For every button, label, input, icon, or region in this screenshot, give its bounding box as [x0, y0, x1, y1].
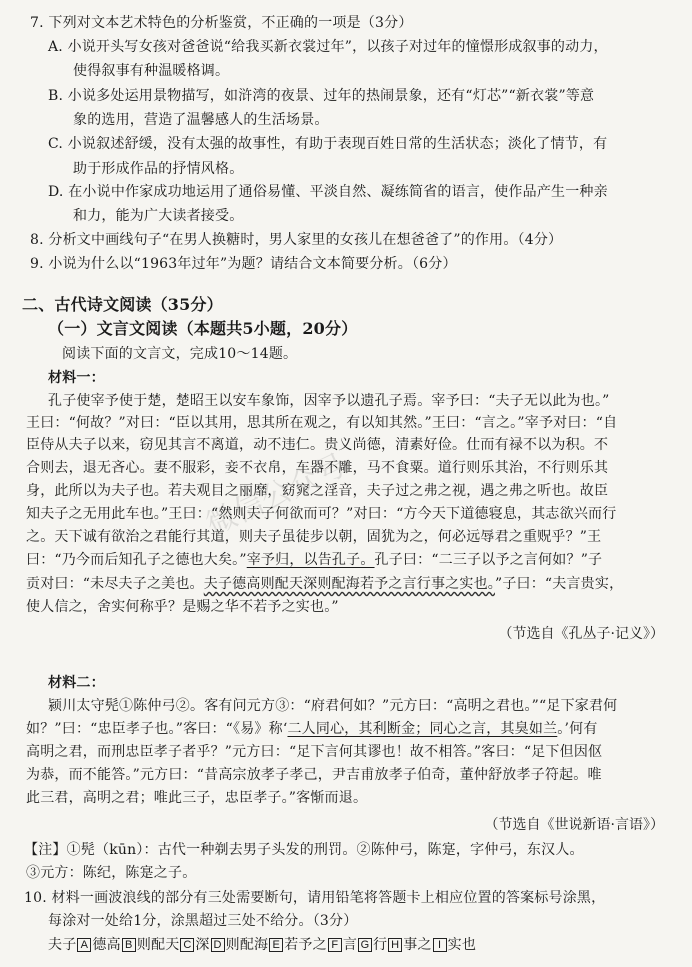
segment: 言 — [342, 937, 358, 953]
passage2-text: 。’何有 — [557, 721, 598, 737]
option-box-h[interactable]: H — [388, 938, 402, 952]
segment: 事之 — [403, 937, 432, 953]
passage2-line: 高明之君，而刑忠臣孝子者乎？”元方曰：“足下言何其谬也！故不相答。”客曰：“足下但因伛 — [26, 744, 603, 760]
passage1-text: ”子曰：“夫言贵实， — [494, 576, 624, 592]
underlined-sentence: 宰予归，以告孔子。 — [246, 552, 375, 568]
passage1-line — [26, 575, 623, 593]
passage1-line: 孔子使宰予使于楚，楚昭王以安车象饰，因宰予以遗孔子焉。宰予曰：“夫子无以此为也。” — [48, 393, 610, 409]
segment: 若予之 — [284, 937, 327, 953]
option-box-e[interactable]: E — [269, 938, 283, 952]
q7-option-a: A. 小说开头写女孩对爸爸说“给我买新衣裳过年”，以孩子对过年的憧憬形成叙事的动力， — [48, 39, 608, 55]
q7-option-c-cont: 助于形成作品的抒情风格。 — [73, 161, 244, 177]
section-title: 二、古代诗文阅读（35分） — [22, 295, 223, 314]
passage2-line: 此三君，高明之君；唯此三子，忠臣孝子。”客惭而退。 — [26, 790, 368, 806]
q10-stem-cont: 每涂对一处给1分，涂黑超过三处不给分。（3分） — [48, 913, 358, 929]
subsection-title: （一）文言文阅读（本题共5小题，20分） — [48, 319, 358, 338]
q7-option-d: D. 在小说中作家成功地运用了通俗易懂、平淡自然、凝练简省的语言，使作品产生一种亲 — [48, 184, 608, 200]
passage1-line: 王曰：“何故？”对曰：“臣以其用，思其所在观之，有以知其然。”王曰：“言之。”宰予对曰：“自 — [26, 415, 618, 431]
segment: 则配海 — [225, 937, 269, 953]
q7-stem: 7. 下列对文本艺术特色的分析鉴赏，不正确的一项是（3分） — [30, 15, 413, 31]
source-2: （节选自《世说新语·言语》） — [484, 817, 664, 833]
note-line: ③元方：陈纪，陈寔之子。 — [26, 865, 197, 881]
q7-option-c: C. 小说叙述舒缓，没有太强的故事性，有助于表现百姓日常的生活状态；淡化了情节，有 — [48, 136, 608, 152]
passage1-text: 曰：“乃今而后知孔子之德也大矣。” — [26, 552, 247, 568]
option-box-a[interactable]: A — [77, 938, 91, 952]
passage1-text: 贡对曰：“未尽夫子之美也。 — [26, 576, 204, 592]
q10-options — [48, 936, 476, 954]
segment: 夫子 — [48, 937, 77, 953]
note-line: 【注】①髡（kūn）：古代一种剃去男子头发的刑罚。②陈仲弓，陈寔，字仲弓，东汉人。 — [24, 842, 584, 858]
segment: 则配天 — [136, 937, 180, 953]
passage1-line: 之。天下诚有欲治之君能行其道，则夫子虽徒步以朝，固犹为之，何必远辱君之重贶乎？”王 — [26, 529, 602, 545]
option-box-f[interactable]: F — [328, 938, 342, 952]
passage2-line: 颍川太守髡①陈仲弓②。客有问元方③：“府君何如？”元方曰：“高明之君也。”“足下家君何 — [48, 698, 618, 714]
q7-option-b: B. 小说多处运用景物描写，如浒湾的夜景、过年的热闹景象，还有“灯芯”“新衣裳”等意 — [48, 88, 595, 104]
option-box-b[interactable]: B — [122, 938, 136, 952]
segment: 实也 — [447, 937, 477, 953]
segment: 德高 — [92, 937, 121, 953]
q7-option-a-cont: 使得叙事有种温暖格调。 — [73, 63, 230, 79]
passage1-line: 臣侍从夫子以来，窃见其言不离道，动不违仁。贵义尚德，清素好俭。仕而有禄不以为积。不 — [26, 437, 609, 453]
option-box-c[interactable]: C — [180, 938, 194, 952]
passage2-line — [26, 720, 598, 738]
option-box-i[interactable]: I — [433, 938, 447, 952]
passage1-line: 合则去，退无吝心。妻不服彩，妾不衣帛，车器不雕，马不食粟。道行则乐其治，不行则乐其 — [26, 460, 609, 476]
passage1-text: 孔子曰：“二三子以予之言何如？”子 — [374, 552, 603, 568]
passage2-text: 如？”曰：“忠臣孝子也。”客曰：“《易》称‘ — [26, 721, 288, 737]
material-1-label: 材料一： — [48, 370, 105, 386]
passage1-line: 知夫子之无用此车也。”王曰：“然则夫子何欲而可？”对曰：“方今天下道德寝息，其志欲兴而行 — [26, 506, 617, 522]
segment: 深 — [195, 937, 210, 953]
instruction: 阅读下面的文言文，完成10～14题。 — [62, 346, 298, 362]
segment: 行 — [373, 937, 388, 953]
option-box-g[interactable]: G — [358, 938, 372, 952]
passage1-line: 身，此所以为夫子也。若夫观目之丽靡，窈窕之淫音，夫子过之弗之视，遇之弗之听也。故臣 — [26, 483, 609, 499]
q9: 9. 小说为什么以“1963年过年”为题？请结合文本简要分析。（6分） — [30, 256, 457, 272]
wavy-underlined-sentence: 夫子德高则配天深则配海若予之言行事之实也。 — [203, 576, 495, 592]
option-box-d[interactable]: D — [211, 938, 225, 952]
q7-option-b-cont: 象的选用，营造了温馨感人的生活场景。 — [73, 112, 329, 128]
watermark: 微信公众号 — [201, 447, 352, 543]
passage2-line: 为恭，而不能答。”元方曰：“昔高宗放孝子孝己，尹吉甫放孝子伯奇，董仲舒放孝子符起。唯 — [26, 767, 602, 783]
material-2-label: 材料二： — [48, 675, 105, 691]
q10-stem: 10. 材料一画波浪线的部分有三处需要断句，请用铅笔将答题卡上相应位置的答案标号涂黑， — [24, 890, 606, 906]
source-1: （节选自《孔丛子·记义》） — [498, 626, 664, 642]
passage1-line — [26, 551, 602, 569]
passage1-line: 使人信之，舍实何称乎？是赐之华不若予之实也。” — [26, 599, 339, 615]
underlined-quote: 二人同心，其利断金；同心之言，其臭如兰 — [287, 721, 558, 737]
q8: 8. 分析文中画线句子“在男人换糖时，男人家里的女孩儿在想爸爸了”的作用。（4分） — [30, 232, 563, 248]
q7-option-d-cont: 和力，能为广大读者接受。 — [73, 208, 244, 224]
